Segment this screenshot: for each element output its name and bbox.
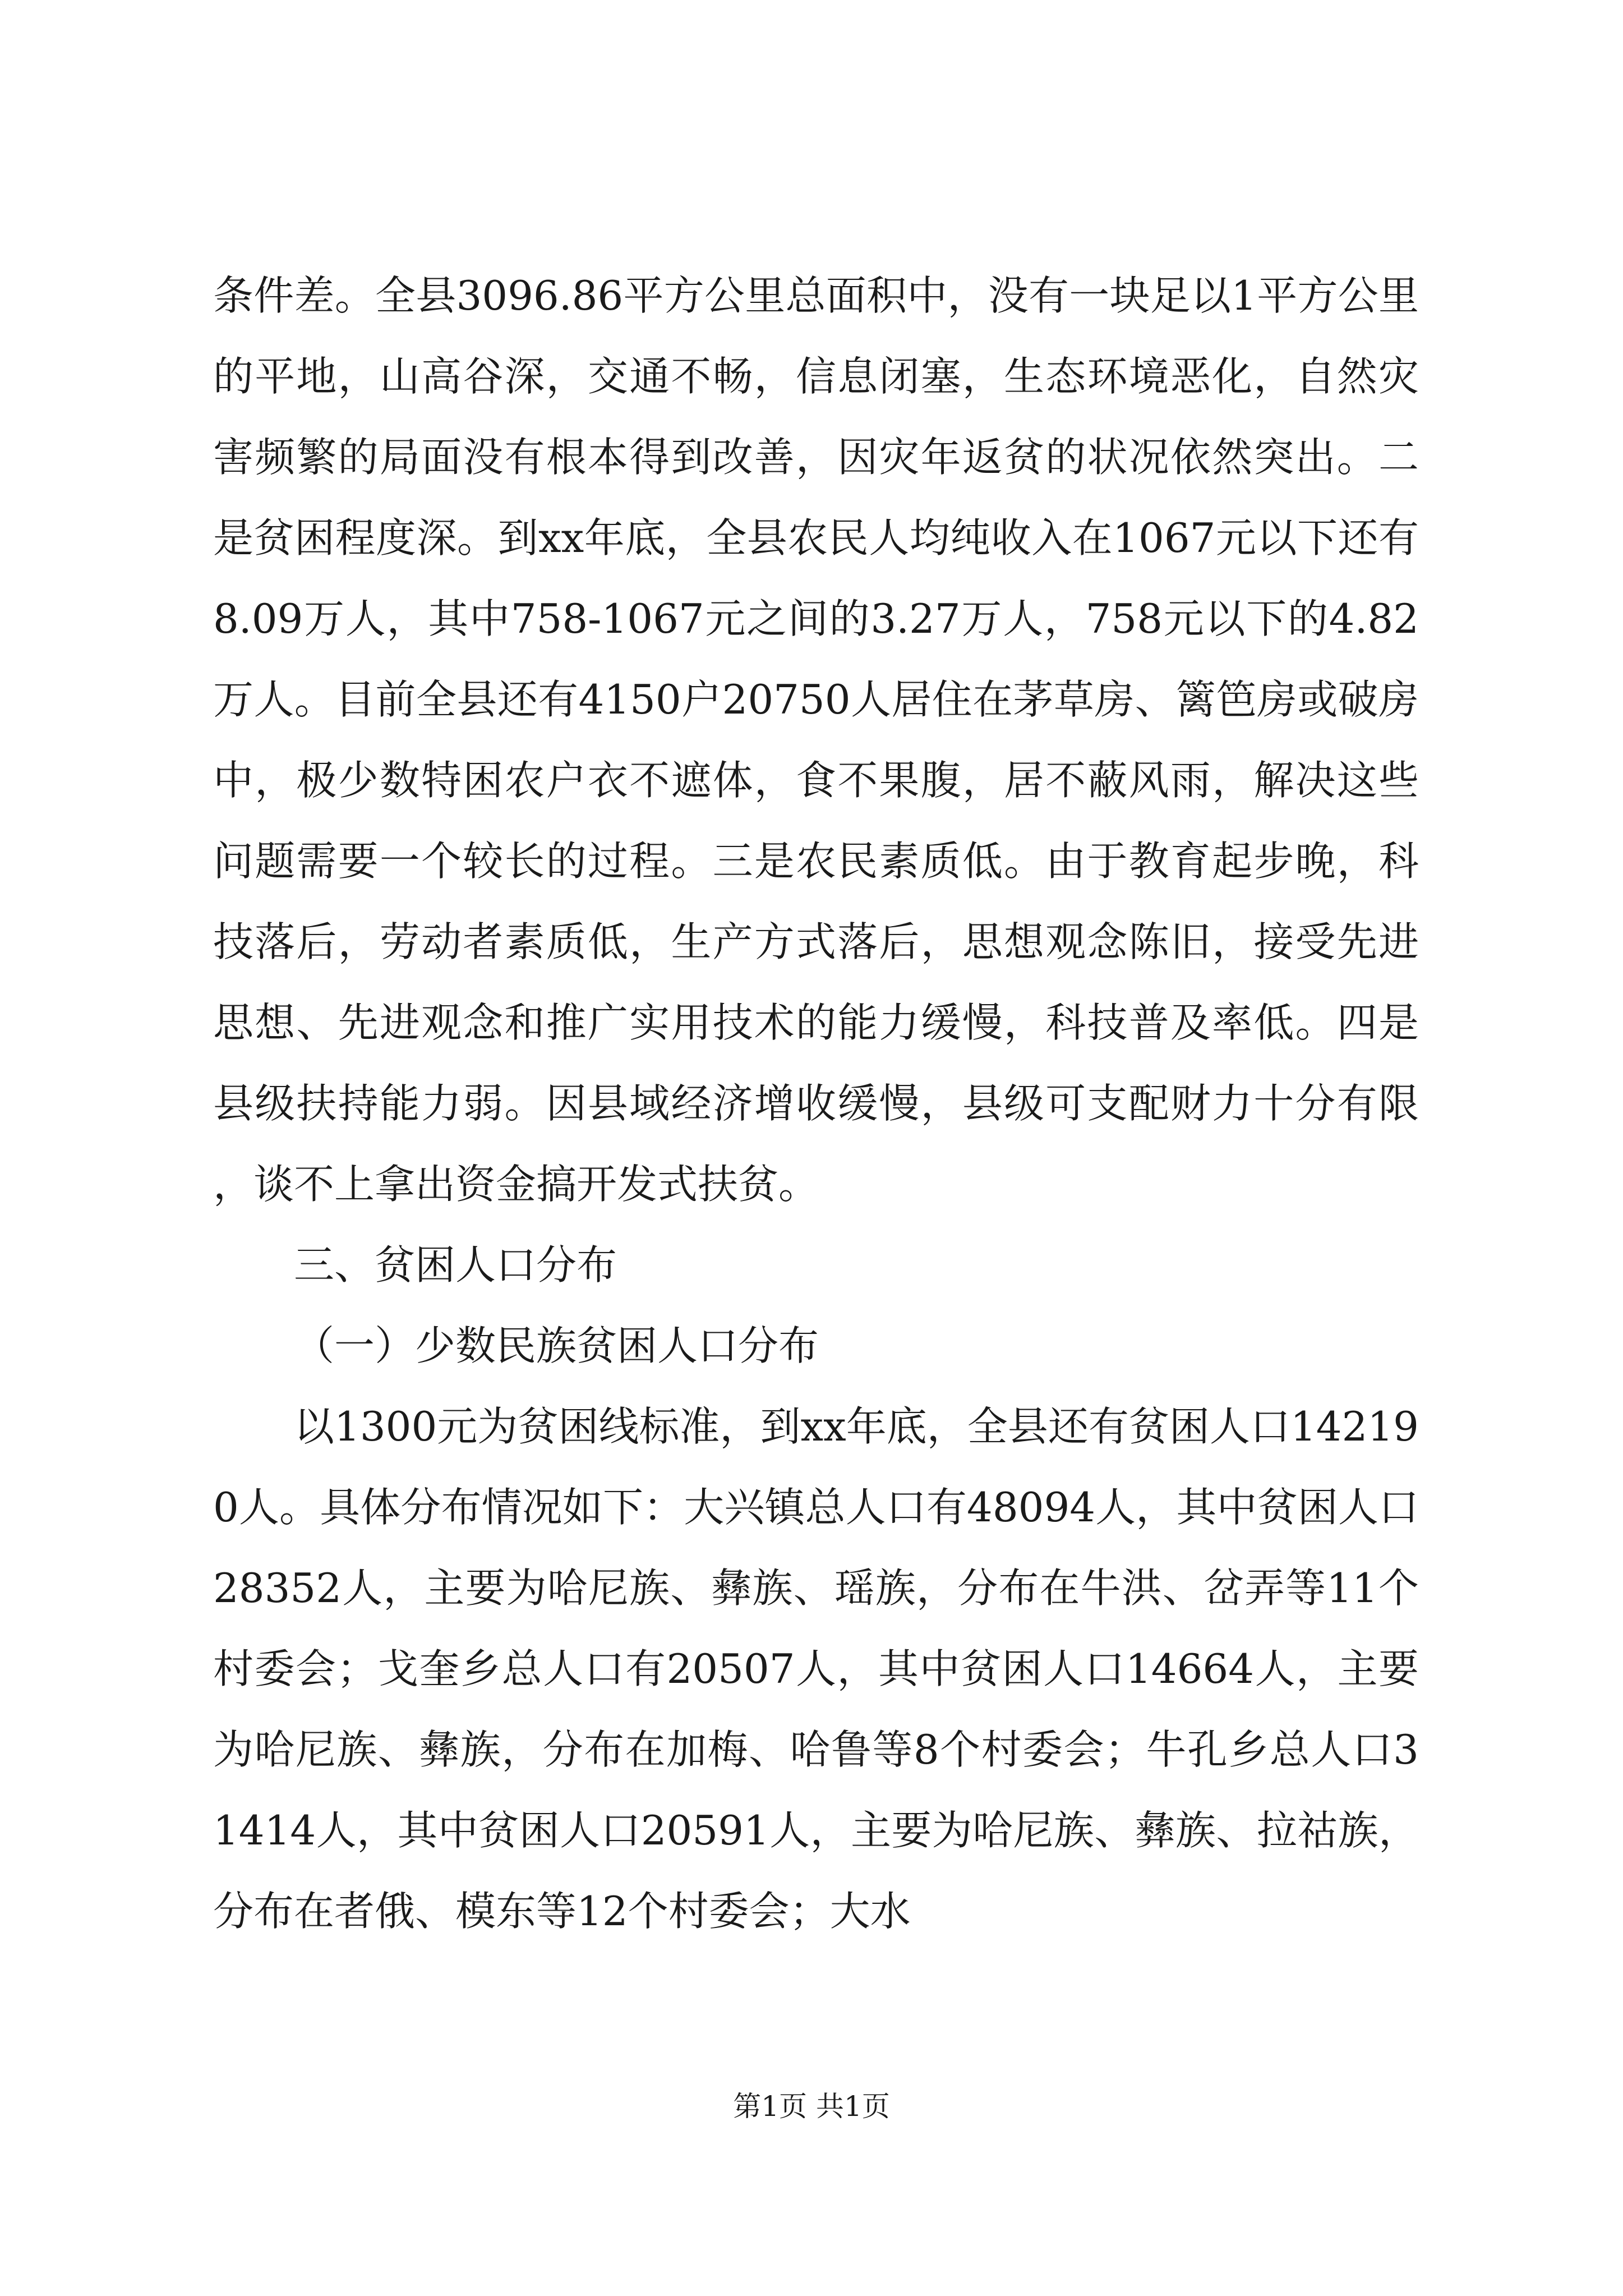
document-body [213,255,1419,1952]
paragraph-conditions: 条件差。全县3096.86平方公里总面积中，没有一块足以1平方公里的平地，山高谷深，交通不畅，信息闭塞，生态环境恶化，自然灾害频繁的局面没有根本得到改善，因灾年返贫的状况依然突出。二是贫困程度深。到xx年底，全县农民人均纯收入在1067元以下还有8.09万人，其中758-1067元之间的3.27万人，758元以下的4.82万人。目前全县还有4150户20750人居住在茅草房、篱笆房或破房中，极少数特困农户衣不遮体，食不果腹，居不蔽风雨，解决这些问题需要一个较长的过程。三是农民素质低。由于教育起步晚，科技落后，劳动者素质低，生产方式落后，思想观念陈旧，接受先进思想、先进观念和推广实用技术的能力缓慢，科技普及率低。四是县级扶持能力弱。因县域经济增收缓慢，县级可支配财力十分有限，谈不上拿出资金搞开发式扶贫。 [213,272,1419,1208]
subsection-heading-minority-distribution: （一）少数民族贫困人口分布 [294,1322,819,1369]
section-heading-poverty-distribution: 三、贫困人口分布 [294,1241,617,1289]
paragraph-population-distribution: 以1300元为贫困线标准，到xx年底，全县还有贫困人口142190人。具体分布情况如下：大兴镇总人口有48094人，其中贫困人口28352人，主要为哈尼族、彝族、瑶族，分布在牛洪、岔弄等11个村委会；戈奎乡总人口有20507人，其中贫困人口14664人，主要为哈尼族、彝族，分布在加梅、哈鲁等8个村委会；牛孔乡总人口31414人，其中贫困人口20591人，主要为哈尼族、彝族、拉祜族，分布在者俄、模东等12个村委会；大水 [213,1403,1419,1935]
page-footer: 第1页 共1页 [733,2090,890,2123]
